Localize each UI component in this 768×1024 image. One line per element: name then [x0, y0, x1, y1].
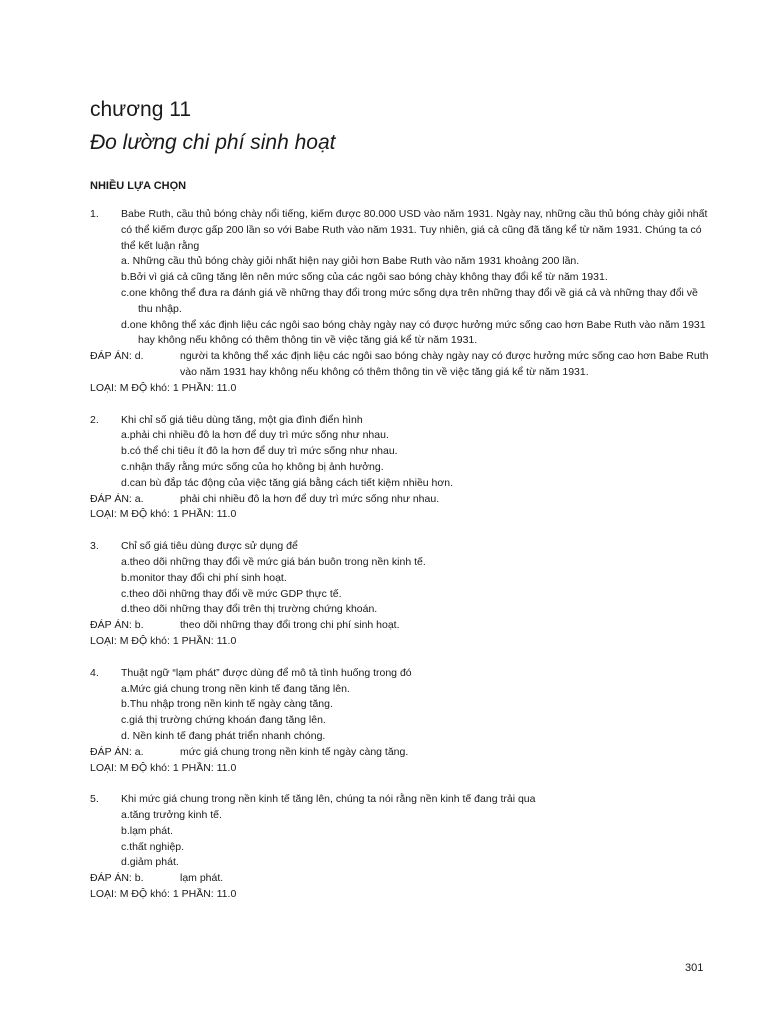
answer-option: c.nhận thấy rằng mức sống của họ không bị ảnh hưởng. [121, 460, 384, 473]
question-stem [90, 413, 710, 429]
question-meta: LOẠI: M ĐỘ khó: 1 PHẦN: 11.0 [90, 761, 237, 774]
question-number: 2. [90, 413, 99, 426]
answer-option: d. Nền kinh tế đang phát triển nhanh chóng. [121, 729, 326, 742]
answer-key [90, 492, 710, 508]
question-stem [90, 207, 710, 254]
question-stem [90, 539, 710, 555]
answer-option: b.có thể chi tiêu ít đô la hơn để duy trì mức sống như nhau. [121, 445, 398, 458]
answer-label: ĐÁP ÁN: a. [90, 745, 144, 758]
answer-text: mức giá chung trong nền kinh tế ngày càng tăng. [180, 745, 409, 758]
answer-option: b.Bởi vì giá cả cũng tăng lên nên mức sống của các ngôi sao bóng chày không thay đổi kể từ năm 1931. [121, 271, 608, 284]
section-heading: NHIỀU LỰA CHỌN [90, 180, 187, 192]
answer-option: a.theo dõi những thay đổi về mức giá bán buôn trong nền kinh tế. [121, 555, 426, 568]
answer-label: ĐÁP ÁN: b. [90, 872, 144, 885]
answer-text: lạm phát. [180, 872, 224, 885]
question-item [90, 207, 710, 397]
answer-option: c.giá thị trường chứng khoán đang tăng lên. [121, 714, 326, 727]
question-text: Khi chỉ số giá tiêu dùng tăng, một gia đình điển hình [121, 413, 363, 426]
answer-option: d.can bù đắp tác động của việc tăng giá bằng cách tiết kiệm nhiều hơn. [121, 476, 454, 489]
question-meta: LOẠI: M ĐỘ khó: 1 PHẦN: 11.0 [90, 888, 237, 901]
question-item [90, 792, 710, 903]
question-number: 4. [90, 666, 99, 679]
answer-option: a. Những cầu thủ bóng chày giỏi nhất hiện nay giỏi hơn Babe Ruth vào năm 1931 khoảng 200 lần. [121, 255, 580, 268]
question-item [90, 666, 710, 777]
question-list [90, 207, 710, 919]
question-number: 1. [90, 208, 99, 220]
answer-option: b.monitor thay đổi chi phí sinh hoạt. [121, 571, 287, 584]
answer-label: ĐÁP ÁN: a. [90, 492, 144, 505]
question-text: Thuật ngữ “lạm phát” được dùng để mô tả tình huống trong đó [121, 666, 412, 679]
answer-option: c.theo dõi những thay đổi về mức GDP thực tế. [121, 587, 342, 600]
question-item [90, 413, 710, 524]
question-meta: LOẠI: M ĐỘ khó: 1 PHẦN: 11.0 [90, 508, 237, 521]
question-meta: LOẠI: M ĐỘ khó: 1 PHẦN: 11.0 [90, 634, 237, 647]
answer-option: a.Mức giá chung trong nền kinh tế đang tăng lên. [121, 682, 350, 695]
answer-option: d.one không thể xác định liệu các ngôi sao bóng chày ngày nay có được hưởng mức sống cao hơn Babe Ruth vào năm 1931 hay không nếu không có thêm thông tin về việc tăng giá kể từ năm 1931. [121, 318, 706, 347]
question-text: Chỉ số giá tiêu dùng được sử dụng để [121, 540, 298, 553]
question-text: Khi mức giá chung trong nền kinh tế tăng lên, chúng ta nói rằng nền kinh tế đang trải qua [121, 793, 536, 806]
answer-option: a.phải chi nhiều đô la hơn để duy trì mức sống như nhau. [121, 429, 389, 442]
question-text: Babe Ruth, cầu thủ bóng chày nổi tiếng, kiếm được 80.000 USD vào năm 1931. Ngày nay, những cầu thủ bóng chày giỏi nhất có thể kiếm được gấp 200 lần so với Babe Ruth vào năm 1931. Tuy nhiên, giá cả cũng đã tăng kể từ năm 1931. Chúng ta có thể kết luận rằng [121, 208, 708, 252]
question-stem [90, 666, 710, 682]
chapter-number: chương 11 [90, 98, 192, 121]
answer-key [90, 871, 710, 887]
chapter-title: Đo lường chi phí sinh hoạt [90, 131, 336, 154]
answer-label: ĐÁP ÁN: b. [90, 619, 144, 632]
answer-option: b.lạm phát. [121, 824, 173, 837]
question-stem [90, 792, 710, 808]
page-number: 301 [685, 962, 704, 974]
answer-text: người ta không thể xác định liệu các ngôi sao bóng chày ngày nay có được hưởng mức sống cao hơn Babe Ruth vào năm 1931 hay không nếu không có thêm thông tin về việc tăng giá kể từ năm 1931. [180, 350, 709, 378]
answer-option: c.one không thể đưa ra đánh giá về những thay đổi trong mức sống dựa trên những thay đổi về giá cả và những thay đổi về thu nhập. [121, 286, 698, 315]
question-number: 3. [90, 540, 99, 553]
question-meta: LOẠI: M ĐỘ khó: 1 PHẦN: 11.0 [90, 381, 237, 394]
answer-option: c.thất nghiệp. [121, 840, 185, 853]
question-number: 5. [90, 793, 99, 806]
answer-text: theo dõi những thay đổi trong chi phí sinh hoạt. [180, 619, 400, 632]
answer-option: d.giảm phát. [121, 856, 179, 869]
answer-key [90, 618, 710, 634]
question-item [90, 539, 710, 650]
answer-option: a.tăng trưởng kinh tế. [121, 809, 222, 822]
answer-text: phải chi nhiều đô la hơn để duy trì mức sống như nhau. [180, 492, 440, 505]
answer-label: ĐÁP ÁN: d. [90, 350, 144, 363]
answer-option: b.Thu nhập trong nền kinh tế ngày càng tăng. [121, 698, 333, 711]
answer-option: d.theo dõi những thay đổi trên thị trường chứng khoán. [121, 603, 378, 616]
answer-key [90, 745, 710, 761]
answer-key [90, 349, 710, 381]
